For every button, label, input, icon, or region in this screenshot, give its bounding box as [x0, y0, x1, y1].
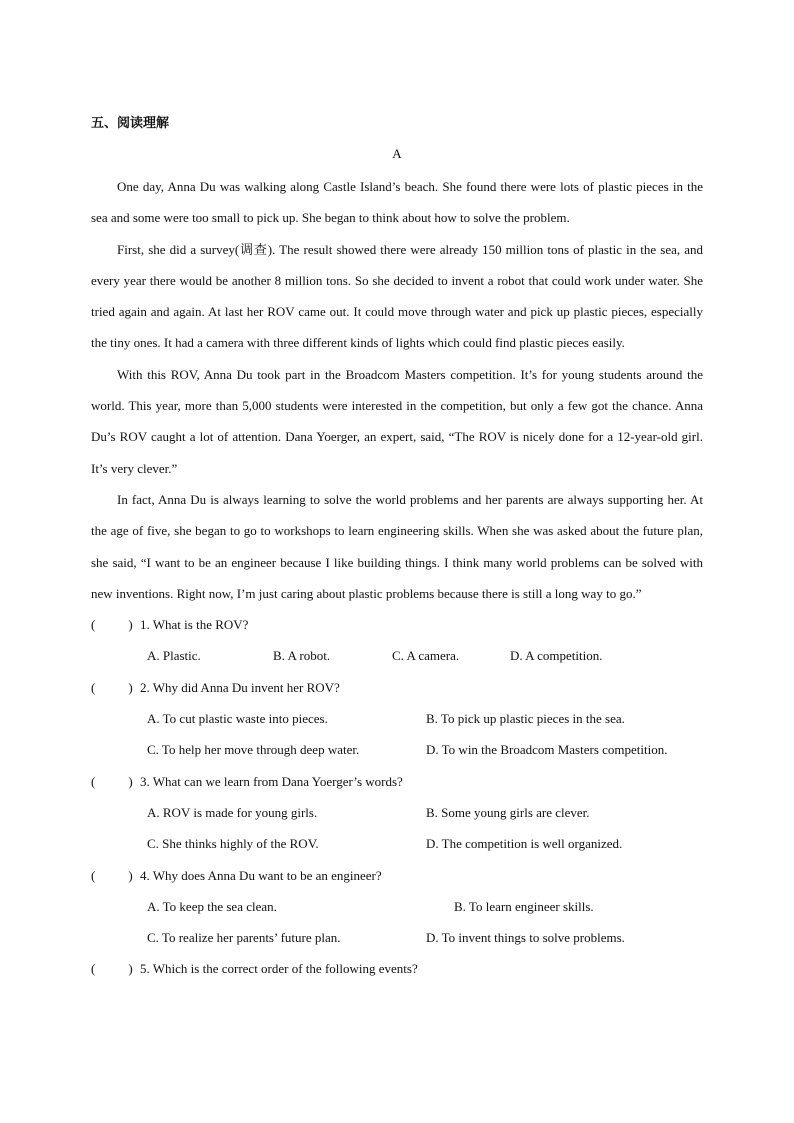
answer-blank[interactable]: ( )	[91, 773, 133, 789]
option-a: A. To keep the sea clean.	[147, 898, 277, 914]
question-2-options-row-2	[91, 734, 703, 765]
question-3-options-row-2	[91, 828, 703, 859]
question-2-options-row-1	[91, 703, 703, 734]
question-text: 2. Why did Anna Du invent her ROV?	[140, 679, 340, 695]
answer-blank[interactable]: ( )	[91, 961, 133, 977]
paragraph-3: With this ROV, Anna Du took part in the Broadcom Masters competition. It’s for young students around the world. This year, more than 5,000 students were interested in the competition, but only a few got the chance. Anna Du’s ROV caught a lot of attention. Dana Yoerger, an expert, said, “The ROV is nicely done for a 12-year-old girl. It’s very clever.”	[91, 366, 703, 476]
option-b: B. To learn engineer skills.	[454, 898, 594, 914]
option-c: C. She thinks highly of the ROV.	[147, 836, 319, 852]
worksheet-page	[91, 112, 703, 985]
question-4-options-row-2	[91, 922, 703, 953]
question-5	[91, 953, 703, 984]
question-text: 1. What is the ROV?	[140, 617, 249, 633]
question-4	[91, 860, 703, 891]
option-b: B. Some young girls are clever.	[426, 804, 590, 820]
option-a: A. ROV is made for young girls.	[147, 804, 318, 820]
option-d: D. A competition.	[510, 648, 603, 664]
paragraph-4: In fact, Anna Du is always learning to solve the world problems and her parents are always supporting her. At the age of five, she began to go to workshops to learn engineering skills. When she was asked about the future plan, she said, “I want to be an engineer because I like building things. I think many world problems can be solved with new inventions. Right now, I’m just caring about plastic problems because there is still a long way to go.”	[91, 491, 703, 601]
option-c: C. To realize her parents’ future plan.	[147, 930, 341, 946]
question-text: 5. Which is the correct order of the following events?	[140, 961, 418, 977]
paragraph-2: First, she did a survey(调查). The result showed there were already 150 million tons of plastic in the sea, and every year there would be another 8 million tons. So she decided to invent a robot that could work under water. She tried again and again. At last her ROV came out. It could move through water and pick up plastic pieces, especially the tiny ones. It had a camera with three different kinds of lights which could find plastic pieces easily.	[91, 241, 703, 351]
section-title: 五、阅读理解	[91, 116, 170, 131]
option-d: D. To win the Broadcom Masters competition.	[426, 742, 668, 758]
option-b: B. To pick up plastic pieces in the sea.	[426, 711, 625, 727]
option-c: C. A camera.	[392, 648, 460, 664]
option-a: A. To cut plastic waste into pieces.	[147, 711, 328, 727]
option-d: D. The competition is well organized.	[426, 836, 623, 852]
question-text: 3. What can we learn from Dana Yoerger’s words?	[140, 773, 403, 789]
option-b: B. A robot.	[273, 648, 331, 664]
option-c: C. To help her move through deep water.	[147, 742, 360, 758]
question-4-options-row-1	[91, 891, 703, 922]
passage-letter: A	[392, 146, 402, 161]
question-3	[91, 766, 703, 797]
answer-blank[interactable]: ( )	[91, 617, 133, 633]
paragraph-1: One day, Anna Du was walking along Castle Island’s beach. She found there were lots of plastic pieces in the sea and some were too small to pick up. She began to think about how to solve the problem.	[91, 179, 703, 226]
question-1-options	[91, 640, 703, 671]
option-d: D. To invent things to solve problems.	[426, 930, 625, 946]
question-2	[91, 672, 703, 703]
question-text: 4. Why does Anna Du want to be an engineer?	[140, 867, 382, 883]
answer-blank[interactable]: ( )	[91, 679, 133, 695]
answer-blank[interactable]: ( )	[91, 867, 133, 883]
question-1	[91, 609, 703, 640]
question-3-options-row-1	[91, 797, 703, 828]
option-a: A. Plastic.	[147, 648, 201, 664]
